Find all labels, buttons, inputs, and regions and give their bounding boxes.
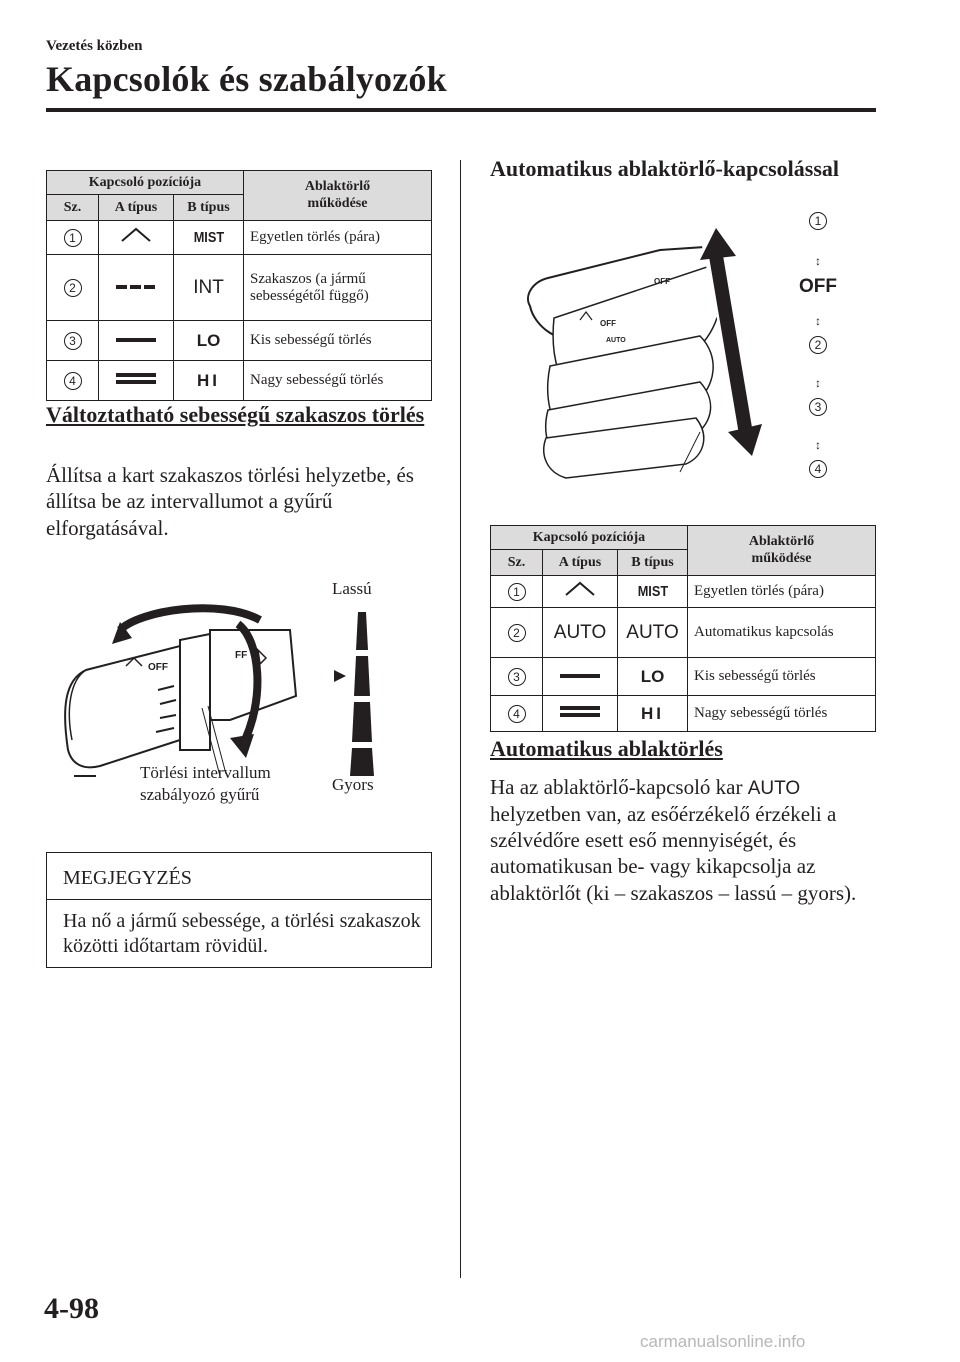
table2-header-operation: Ablaktörlő működése (688, 526, 876, 576)
sequence-arrow-icon: ↕ (815, 438, 821, 452)
sequence-number: 4 (809, 460, 827, 478)
page-title: Kapcsolók és szabályozók (46, 59, 447, 99)
wiper-operation: Szakaszos (a jármű sebességétől függő) (244, 255, 432, 321)
table1-col-b: B típus (174, 195, 244, 221)
page-number: 4-98 (44, 1292, 99, 1325)
sequence-arrow-icon: ↕ (815, 314, 821, 328)
section-heading-auto-switch: Automatikus ablaktörlő-kapcsolással (490, 156, 840, 181)
label-interval-ring: Törlési intervallum szabályozó gyűrű (140, 763, 271, 805)
table1-header-position: Kapcsoló pozíciója (47, 171, 244, 195)
intermittent-symbol-icon (114, 282, 158, 292)
position-number: 2 (64, 279, 82, 297)
wiper-operation: Automatikus kapcsolás (688, 608, 876, 658)
low-speed-symbol-icon (558, 671, 602, 681)
auto-lever-figure (490, 206, 880, 496)
wiper-operation: Nagy sebességű törlés (244, 361, 432, 401)
lever-off-text: OFF (148, 662, 168, 673)
hi-label: HI (197, 370, 220, 390)
table2-col-b: B típus (618, 550, 688, 576)
wiper-lever-illustration (60, 600, 320, 780)
section-label: Vezetés közben (46, 38, 143, 54)
lo-label: LO (640, 666, 665, 686)
position-number: 4 (508, 705, 526, 723)
wiper-operation: Kis sebességű törlés (244, 321, 432, 361)
table-row (47, 221, 432, 255)
high-speed-symbol-icon (114, 371, 158, 385)
lever-auto-text: AUTO (606, 337, 626, 344)
position-number: 3 (508, 668, 526, 686)
wiper-operation: Kis sebességű törlés (688, 658, 876, 696)
table-row (47, 255, 432, 321)
sequence-arrow-icon: ↕ (815, 254, 821, 268)
position-number: 1 (508, 583, 526, 601)
table-row (491, 696, 876, 732)
position-sequence (799, 212, 837, 490)
note-box (46, 852, 432, 968)
table2-col-no: Sz. (491, 550, 543, 576)
table2-header-position: Kapcsoló pozíciója (491, 526, 688, 550)
lever-off-text: OFF (600, 319, 616, 328)
auto-lever-illustration (520, 206, 800, 486)
wiper-operation: Egyetlen törlés (pára) (688, 576, 876, 608)
table-row (491, 608, 876, 658)
mist-symbol-icon (560, 579, 600, 599)
mist-label: MIST (193, 228, 224, 246)
auto-label-b: AUTO (626, 621, 679, 643)
auto-label-a: AUTO (553, 621, 607, 643)
table2-col-a: A típus (543, 550, 618, 576)
table1-col-no: Sz. (47, 195, 99, 221)
wiper-operation: Nagy sebességű törlés (688, 696, 876, 732)
section-body-auto: Ha az ablaktörlő-kapcsoló kar AUTO helyzetben van, az esőérzékelő érzékeli a szélvédőre esett eső mennyiségét, és automatikusan be- vagy kikapcsolja az ablaktörlőt (ki – szakaszos – lassú – gyors). (490, 775, 857, 905)
position-number: 4 (64, 372, 82, 390)
lo-label: LO (196, 330, 221, 350)
sequence-off-label: OFF (799, 276, 837, 297)
wiper-operation: Egyetlen törlés (pára) (244, 221, 432, 255)
sequence-arrow-icon: ↕ (815, 376, 821, 390)
position-number: 3 (64, 332, 82, 350)
note-title: MEGJEGYZÉS (63, 867, 192, 889)
note-divider (47, 899, 431, 900)
section-heading-auto: Automatikus ablaktörlés (490, 736, 723, 761)
watermark: carmanualsonline.info (640, 1332, 806, 1351)
sequence-number: 3 (809, 398, 827, 416)
table-row (47, 321, 432, 361)
wiper-position-table-2 (490, 525, 876, 732)
section-heading-intermittent: Változtatható sebességű szakaszos törlés (46, 402, 425, 427)
title-rule (46, 108, 876, 112)
wiper-position-table-1 (46, 170, 432, 401)
label-fast: Gyors (332, 775, 374, 794)
table-row (491, 658, 876, 696)
sequence-number: 2 (809, 336, 827, 354)
position-number: 2 (508, 624, 526, 642)
table1-col-a: A típus (99, 195, 174, 221)
interval-ring-figure (60, 570, 440, 810)
mist-symbol-icon (116, 225, 156, 245)
position-number: 1 (64, 229, 82, 247)
sequence-number: 1 (809, 212, 827, 230)
high-speed-symbol-icon (558, 704, 602, 718)
svg-text:OFF: OFF (654, 277, 670, 286)
auto-inline-label: AUTO (747, 778, 801, 799)
int-label: INT (193, 276, 224, 298)
interval-speed-scale (332, 608, 392, 778)
table1-header-operation: Ablaktörlő működése (244, 171, 432, 221)
mist-label: MIST (637, 582, 668, 600)
low-speed-symbol-icon (114, 335, 158, 345)
section-body-intermittent: Állítsa a kart szakaszos törlési helyzetbe, és állítsa be az intervallumot a gyűrű elforgatásával. (46, 463, 414, 540)
note-body: Ha nő a jármű sebessége, a törlési szakaszok közötti időtartam rövidül. (63, 910, 421, 957)
column-divider (460, 160, 461, 1278)
label-slow: Lassú (332, 579, 372, 598)
table-row (47, 361, 432, 401)
table-row (491, 576, 876, 608)
hi-label: HI (641, 703, 664, 723)
svg-text:FF: FF (235, 650, 248, 661)
